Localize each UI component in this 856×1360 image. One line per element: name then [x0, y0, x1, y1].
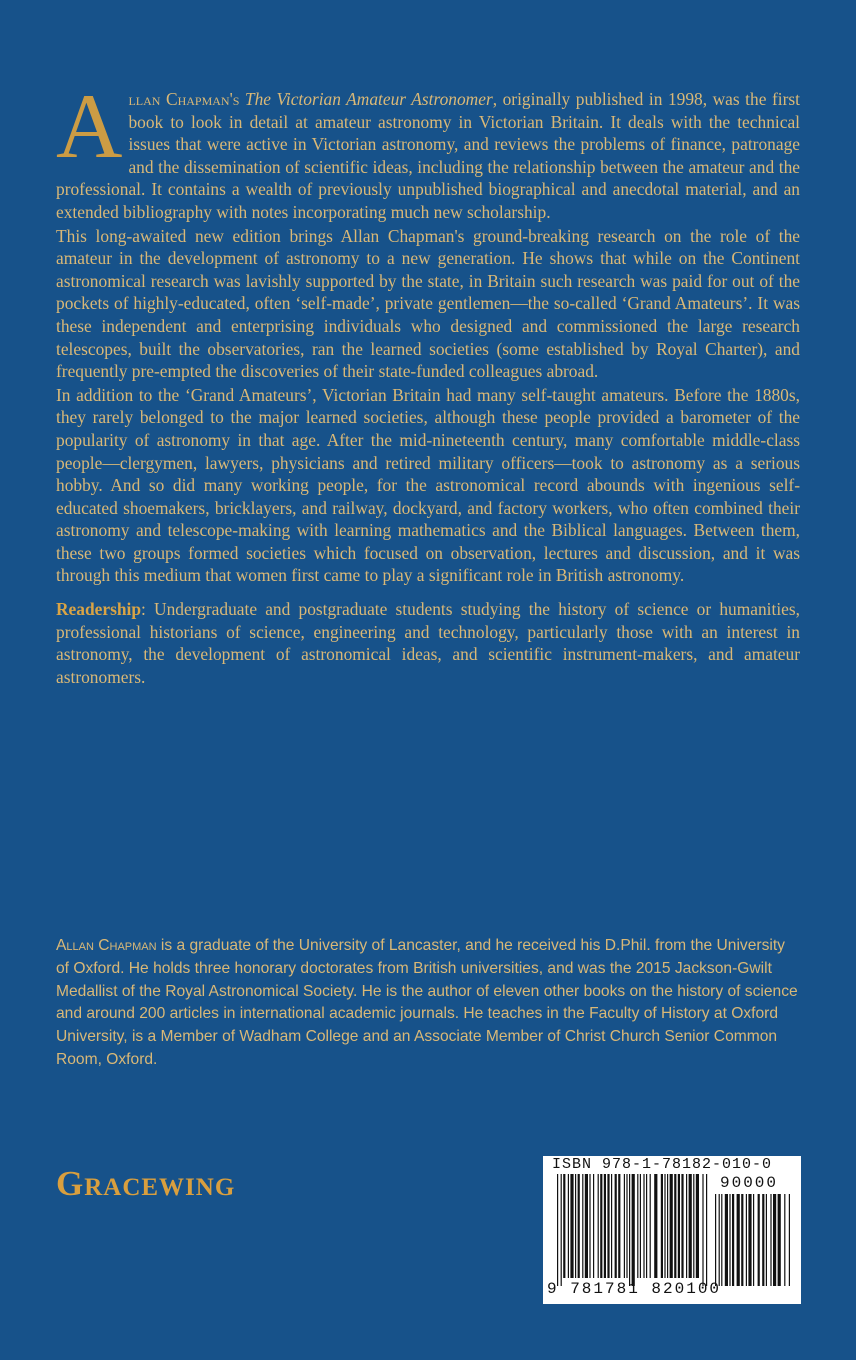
barcode-bar: [615, 1174, 617, 1278]
barcode-bar: [654, 1174, 657, 1278]
barcode-bar: [766, 1194, 767, 1286]
barcode-bar: [748, 1194, 751, 1286]
cover-blurb: [56, 75, 800, 688]
readership-label: Readership: [56, 599, 142, 620]
barcode-bar: [640, 1174, 641, 1278]
barcode-bar: [598, 1174, 599, 1278]
barcode-bar: [758, 1194, 760, 1286]
barcode-bar: [770, 1194, 771, 1286]
barcode-bar: [696, 1174, 699, 1278]
barcode-bar: [693, 1174, 694, 1278]
barcode-bar: [789, 1194, 790, 1286]
barcode-bar: [762, 1194, 764, 1286]
barcode-bar: [661, 1174, 663, 1278]
barcode-bar: [778, 1194, 781, 1286]
barcode-bar: [678, 1174, 680, 1278]
barcode-bar: [575, 1174, 576, 1278]
barcode-bar: [637, 1174, 638, 1278]
barcode-bar: [626, 1174, 627, 1278]
barcode-bar: [557, 1174, 558, 1286]
barcode-bar: [729, 1194, 730, 1286]
bio-author-name: Allan Chapman: [56, 937, 157, 954]
barcode-bar: [589, 1174, 590, 1278]
barcode-bar: [746, 1194, 747, 1286]
barcode-bar: [650, 1174, 651, 1278]
barcode-bar: [624, 1174, 625, 1278]
barcode-bar: [585, 1174, 588, 1278]
readership-paragraph: [56, 598, 800, 688]
barcode-ean-number: 9 781781 820100: [547, 1280, 722, 1298]
book-title: The Victorian Amateur Astronomer: [244, 89, 493, 109]
barcode-bar: [721, 1194, 722, 1286]
barcode-bar: [604, 1174, 606, 1278]
barcode-bar: [568, 1174, 569, 1278]
barcode-bar: [611, 1174, 612, 1278]
barcode-bar: [563, 1174, 565, 1278]
barcode-bar: [570, 1174, 573, 1278]
barcode-bar: [629, 1174, 630, 1286]
bio-paragraph: [56, 935, 800, 1072]
blurb-paragraph-1: [56, 75, 800, 224]
barcode-bar: [702, 1174, 703, 1286]
bio-text: is a graduate of the University of Lancaster, and he received his D.Phil. from the University of Oxford. He holds three honorary doctorates from British universities, and was the 2015 Jackson-Gwilt Medallist of the Royal Astronomical Society. He is the author of eleven other books on the history of science and around 200 articles in international academic journals. He teaches in the Faculty of History at Oxford University, is a Member of Wadham College and an Associate Member of Christ Church Senior Common Room, Oxford.: [56, 937, 798, 1068]
barcode-bar: [646, 1174, 647, 1278]
barcode-bar: [719, 1194, 720, 1286]
barcode-bar: [593, 1174, 594, 1278]
barcode-bar: [632, 1174, 635, 1286]
barcode-bar: [600, 1174, 602, 1278]
barcode-bar: [715, 1194, 716, 1286]
barcode-bar: [686, 1174, 687, 1278]
blurb-paragraph-3: In addition to the ‘Grand Amateurs’, Victorian Britain had many self-taught amateurs. Before the 1880s, they rarely belonged to the major learned societies, although these people provided a barometer of the popularity of astronomy in that age. After the mid-nineteenth century, many comfortable middle-class people—clergymen, lawyers, physicians and retired military officers—took to astronomy as a serious hobby. And so did many working people, for the astronomical record abounds with ingenious self-educated shoemakers, bricklayers, and railway, dockyard, and factory workers, who often combined their astronomy and telescope-making with learning mathematics and the Biblical languages. Between them, these two groups formed societies which focused on observation, lectures and discussion, and it was through this medium that women first came to play a significant role in British astronomy.: [56, 384, 800, 586]
barcode-bar: [681, 1174, 683, 1278]
barcode-bar: [670, 1174, 673, 1278]
barcode-bar: [582, 1174, 583, 1278]
isbn-barcode: [543, 1156, 801, 1304]
isbn-label: ISBN 978-1-78182-010-0: [552, 1156, 773, 1173]
blurb-p1-text: , originally published in 1998, was the first book to look in detail at amateur astronomy in Victorian Britain. It deals with the technical issues that were active in Victorian astronomy, and reviews the problems of finance, patronage and the dissemination of scientific ideas, including the relationship between the amateur and the professional. It contains a wealth of previously unpublished biographical and anecdotal material, and an extended bibliography with notes incorporating much new scholarship.: [56, 89, 800, 222]
barcode-bar: [578, 1174, 580, 1278]
author-lead: llan Chapman's: [128, 89, 240, 109]
barcode-bar: [732, 1194, 734, 1286]
barcode-bar: [753, 1194, 754, 1286]
barcode-bar: [725, 1194, 728, 1286]
barcode-bar: [706, 1174, 707, 1286]
barcode-bar: [674, 1174, 676, 1278]
barcode-bar: [607, 1174, 609, 1278]
barcode-bar: [643, 1174, 644, 1278]
blurb-paragraph-2: This long-awaited new edition brings Allan Chapman's ground-breaking research on the role of the amateur in the development of astronomy to a new generation. He shows that while on the Continent astronomical research was lavishly supported by the state, in Britain such research was paid for out of the pockets of highly-educated, often ‘self-made’, private gentlemen—the so-called ‘Grand Amateurs’. It was these independent and enterprising individuals who designed and commissioned the large research telescopes, built the observatories, ran the learned societies (some established by Royal Charter), and frequently pre-empted the discoveries of their state-funded colleagues abroad.: [56, 225, 800, 382]
barcode-addon-number: 90000: [720, 1174, 779, 1192]
drop-cap: A: [56, 75, 123, 177]
publisher-logo: Gracewing: [56, 1164, 236, 1203]
author-bio: [56, 935, 800, 1072]
barcode-bar: [741, 1194, 743, 1286]
barcode-bar: [561, 1174, 562, 1286]
barcode-bar: [667, 1174, 668, 1278]
barcode-bar: [784, 1194, 785, 1286]
barcode-bar: [689, 1174, 692, 1278]
readership-text: : Undergraduate and postgraduate students studying the history of science or humanities, professional historians of science, engineering and technology, particularly those with an interest in astronomy, the development of astronomical ideas, and scientific instrument-makers, and amateur astronomers.: [56, 599, 800, 687]
barcode-bar: [664, 1174, 665, 1278]
barcode-bar: [773, 1194, 776, 1286]
barcode-bar: [737, 1194, 740, 1286]
barcode-bar: [618, 1174, 620, 1278]
